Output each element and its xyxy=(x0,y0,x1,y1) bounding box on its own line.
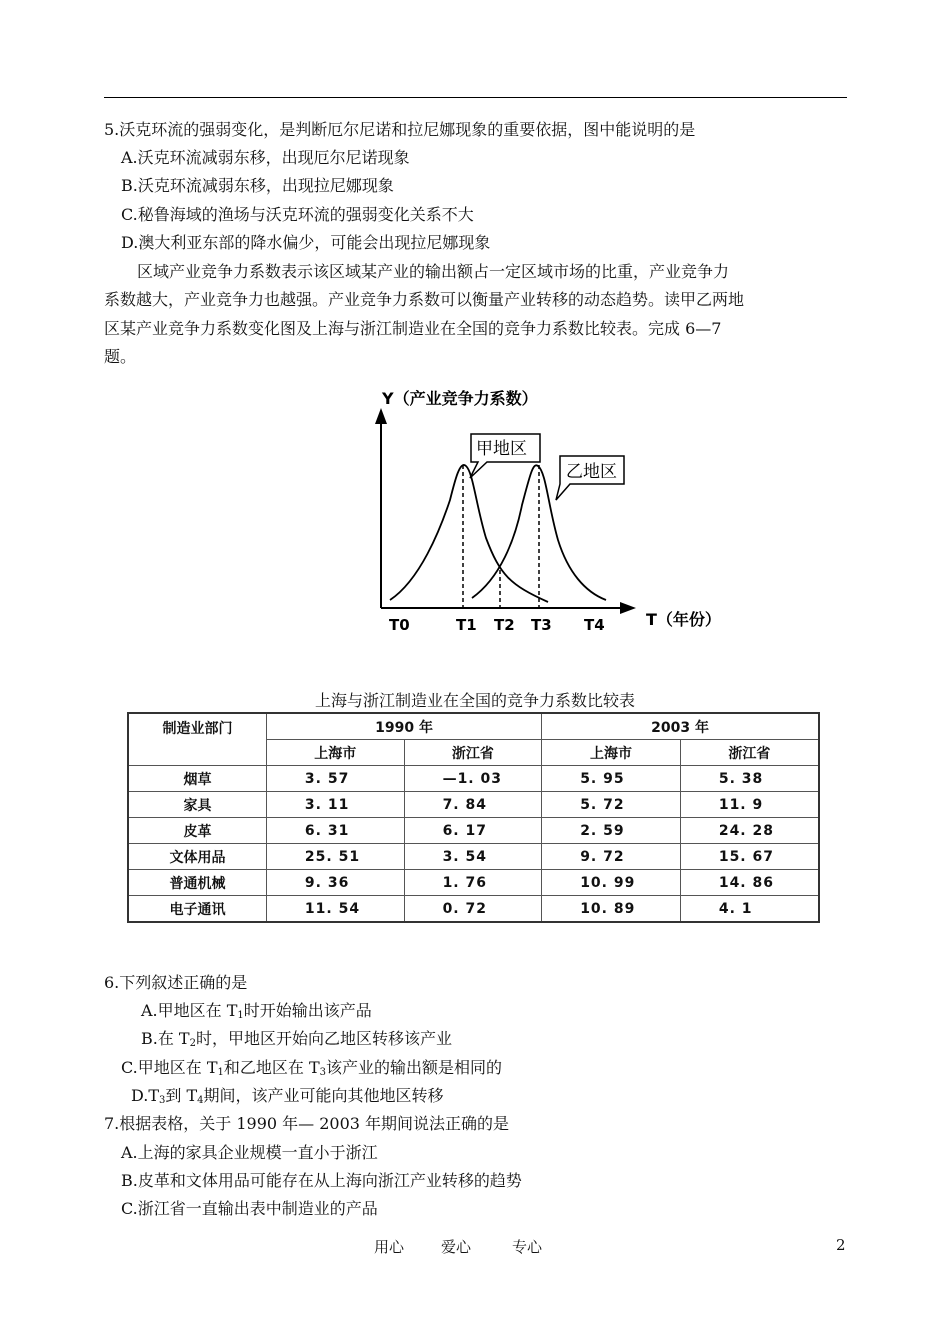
dept-cell: 烟草 xyxy=(128,766,266,792)
value-cell: 11. 9 xyxy=(680,792,819,818)
value-cell: 0. 72 xyxy=(404,896,542,923)
q7-option-a: A.上海的家具企业规模一直小于浙江 xyxy=(121,1143,378,1162)
tick-t2: T2 xyxy=(494,616,515,634)
tick-t3: T3 xyxy=(531,616,552,634)
value-cell: 6. 31 xyxy=(266,818,404,844)
dept-cell: 皮革 xyxy=(128,818,266,844)
table-corner-header: 制造业部门 xyxy=(128,713,266,766)
tick-t1: T1 xyxy=(456,616,477,634)
table-row xyxy=(128,766,819,792)
q6-option-c: C.甲地区在 $T_1$和乙地区在 $T_3$该产业的输出额是相同的 xyxy=(121,1058,503,1078)
value-cell: 3. 11 xyxy=(266,792,404,818)
q5-option-d: D.澳大利亚东部的降水偏少，可能会出现拉尼娜现象 xyxy=(121,233,491,252)
table-row xyxy=(128,818,819,844)
value-cell: 3. 57 xyxy=(266,766,404,792)
year-header-2003: 2003 年 xyxy=(542,713,819,740)
dept-cell: 普通机械 xyxy=(128,870,266,896)
table-row xyxy=(128,792,819,818)
value-cell: 3. 54 xyxy=(404,844,542,870)
dept-cell: 电子通讯 xyxy=(128,896,266,923)
year-header-1990: 1990 年 xyxy=(266,713,541,740)
intro-line-3: 区某产业竞争力系数变化图及上海与浙江制造业在全国的竞争力系数比较表。完成 6—7 xyxy=(104,319,722,338)
series-yi-label: 乙地区 xyxy=(566,462,617,482)
footer-motto-2: 爱心 xyxy=(441,1238,472,1256)
tick-t0: T0 xyxy=(389,616,410,634)
q5-option-b: B.沃克环流减弱东移，出现拉尼娜现象 xyxy=(121,176,394,195)
competitiveness-chart xyxy=(370,380,740,650)
q7-stem: 7.根据表格，关于 1990 年— 2003 年期间说法正确的是 xyxy=(104,1114,510,1133)
dept-cell: 家具 xyxy=(128,792,266,818)
series-jia-label: 甲地区 xyxy=(476,439,527,459)
region-header: 上海市 xyxy=(542,740,681,766)
page-number: 2 xyxy=(836,1236,846,1254)
footer-motto-3: 专心 xyxy=(512,1238,543,1256)
table-row xyxy=(128,870,819,896)
value-cell: 5. 95 xyxy=(542,766,681,792)
q5-stem: 5.沃克环流的强弱变化，是判断厄尔尼诺和拉尼娜现象的重要依据，图中能说明的是 xyxy=(104,120,696,139)
value-cell: 9. 36 xyxy=(266,870,404,896)
q7-option-c: C.浙江省一直输出表中制造业的产品 xyxy=(121,1199,378,1218)
table-row xyxy=(128,844,819,870)
q6-option-b: B.在 $T_2$时，甲地区开始向乙地区转移该产业 xyxy=(141,1029,452,1049)
value-cell: 14. 86 xyxy=(680,870,819,896)
header-rule xyxy=(104,97,847,98)
value-cell: 2. 59 xyxy=(542,818,681,844)
region-header: 浙江省 xyxy=(680,740,819,766)
x-axis-arrow xyxy=(620,602,636,614)
q6-stem: 6.下列叙述正确的是 xyxy=(104,973,248,992)
region-header: 浙江省 xyxy=(404,740,542,766)
table-caption: 上海与浙江制造业在全国的竞争力系数比较表 xyxy=(314,691,635,710)
dept-cell: 文体用品 xyxy=(128,844,266,870)
value-cell: 4. 1 xyxy=(680,896,819,923)
intro-line-1: 区域产业竞争力系数表示该区域某产业的输出额占一定区域市场的比重，产业竞争力 xyxy=(137,262,730,281)
value-cell: 24. 28 xyxy=(680,818,819,844)
value-cell: 25. 51 xyxy=(266,844,404,870)
intro-line-2: 系数越大，产业竞争力也越强。产业竞争力系数可以衡量产业转移的动态趋势。读甲乙两地 xyxy=(104,290,745,309)
value-cell: 1. 76 xyxy=(404,870,542,896)
y-axis-arrow xyxy=(375,408,387,424)
y-axis-label: Y（产业竞争力系数） xyxy=(382,389,538,408)
value-cell: 10. 89 xyxy=(542,896,681,923)
value-cell: 9. 72 xyxy=(542,844,681,870)
intro-line-4: 题。 xyxy=(104,347,137,366)
tick-t4: T4 xyxy=(584,616,605,634)
table-row xyxy=(128,896,819,923)
value-cell: 6. 17 xyxy=(404,818,542,844)
q6-option-a: A.甲地区在 $T_1$时开始输出该产品 xyxy=(141,1001,372,1021)
value-cell: 15. 67 xyxy=(680,844,819,870)
q5-option-c: C.秘鲁海域的渔场与沃克环流的强弱变化关系不大 xyxy=(121,205,474,224)
value-cell: 10. 99 xyxy=(542,870,681,896)
value-cell: 5. 72 xyxy=(542,792,681,818)
series-jia-curve xyxy=(390,465,548,602)
value-cell: 11. 54 xyxy=(266,896,404,923)
x-axis-label: T（年份） xyxy=(646,610,721,629)
q6-option-d: $D.T_3$到 $T_4$期间，该产业可能向其他地区转移 xyxy=(131,1086,444,1106)
footer-motto-1: 用心 xyxy=(374,1238,405,1256)
q7-option-b: B.皮革和文体用品可能存在从上海向浙江产业转移的趋势 xyxy=(121,1171,522,1190)
value-cell: —1. 03 xyxy=(404,766,542,792)
region-header: 上海市 xyxy=(266,740,404,766)
competitiveness-table xyxy=(127,712,820,923)
q5-option-a: A.沃克环流减弱东移，出现厄尔尼诺现象 xyxy=(121,148,410,167)
value-cell: 5. 38 xyxy=(680,766,819,792)
value-cell: 7. 84 xyxy=(404,792,542,818)
